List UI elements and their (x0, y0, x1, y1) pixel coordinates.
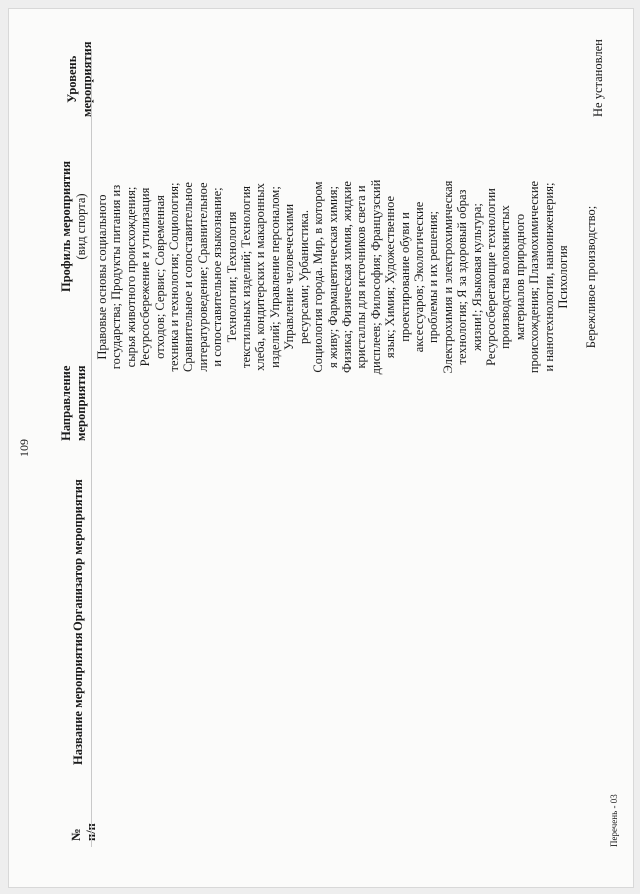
profile-line: производства волокнистых (498, 205, 513, 349)
profile-line: проектирование обуви и (397, 212, 412, 342)
profile-line: отходов; Сервис; Современная (152, 195, 167, 359)
header-direction-line2: мероприятия (74, 365, 88, 441)
profile-line: я живу; Фармацевтическая химия; (325, 186, 340, 368)
profile-line: проблемы и их решения; (426, 211, 441, 343)
profile-line: технология; Я за здоровый образ (455, 189, 470, 365)
profile-line: Физика; Физическая химия, жидкие (339, 181, 354, 373)
header-profile-line1: Профиль мероприятия (59, 160, 73, 292)
header-num-line1: № (69, 828, 83, 841)
header-direction-line1: Направление (59, 365, 73, 441)
profile-line: техника и технология; Социология; (167, 182, 182, 372)
page-number: 109 (17, 439, 31, 457)
profile-line: сырья животного происхождения; (123, 186, 138, 368)
profile-line: литературоведение; Сравнительное (195, 182, 210, 372)
profile-line: Правовые основы социального (95, 194, 109, 360)
profile-line: текстильных изделий; Технология (239, 185, 254, 369)
header-level-line1: Уровень (65, 55, 79, 103)
profile-cell (95, 122, 599, 432)
header-divider (91, 49, 92, 847)
profile-line: изделий; Управление персоналом; (267, 186, 282, 368)
header-num (69, 823, 99, 841)
profile-line: Управление человеческими (282, 203, 297, 351)
profile-line: материалов природного (512, 213, 527, 341)
document-page (8, 8, 634, 888)
profile-line: Социология города. Мир, в котором (311, 181, 326, 373)
header-profile (59, 161, 89, 292)
rotated-table (9, 9, 633, 887)
footer-label: Перечень - 03 (609, 794, 619, 847)
profile-line: язык; Химия; Художественное (383, 195, 398, 359)
profile-line: Ресурсосберегающие технологии (483, 188, 498, 366)
profile-line: государства; Продукты питания из (109, 184, 124, 370)
profile-line: жизни!; Языковая культура; (469, 203, 484, 351)
profile-line: и нанотехнологии, наноинженерия; (541, 182, 556, 372)
profile-line: хлеба, кондитерских и макаронных (253, 183, 268, 371)
profile-line: Ресурсосбережение и утилизация (138, 187, 153, 367)
header-direction (59, 366, 89, 442)
header-event-name: Название мероприятия (71, 632, 85, 765)
profile-line: дисплеев; Философия; Французский (368, 179, 383, 375)
profile-line: кристаллы для источников света и (354, 185, 369, 369)
header-num-line2: п/п (84, 823, 98, 841)
level-value: Не установлен (591, 39, 605, 117)
profile-line: Электрохимия и электрохимическая (440, 180, 455, 374)
profile-line: ресурсами; Урбанистика. (296, 210, 311, 344)
header-profile-line2: (вид спорта) (74, 193, 88, 260)
profile-line: Технологии; Технология (224, 211, 239, 343)
profile-line: Бережливое производство; (584, 205, 599, 349)
profile-line: Сравнительное и сопоставительное (181, 182, 196, 372)
profile-line: происхождения; Плазмохимические (527, 180, 542, 374)
profile-line: Психология (556, 245, 570, 309)
profile-line: и сопоставительное языкознание; (210, 187, 225, 367)
header-organizer: Организатор мероприятия (71, 479, 85, 631)
profile-line: аксессуаров; Экологические (411, 201, 426, 353)
profile-line (570, 122, 584, 432)
header-level-line2: мероприятия (80, 41, 94, 117)
